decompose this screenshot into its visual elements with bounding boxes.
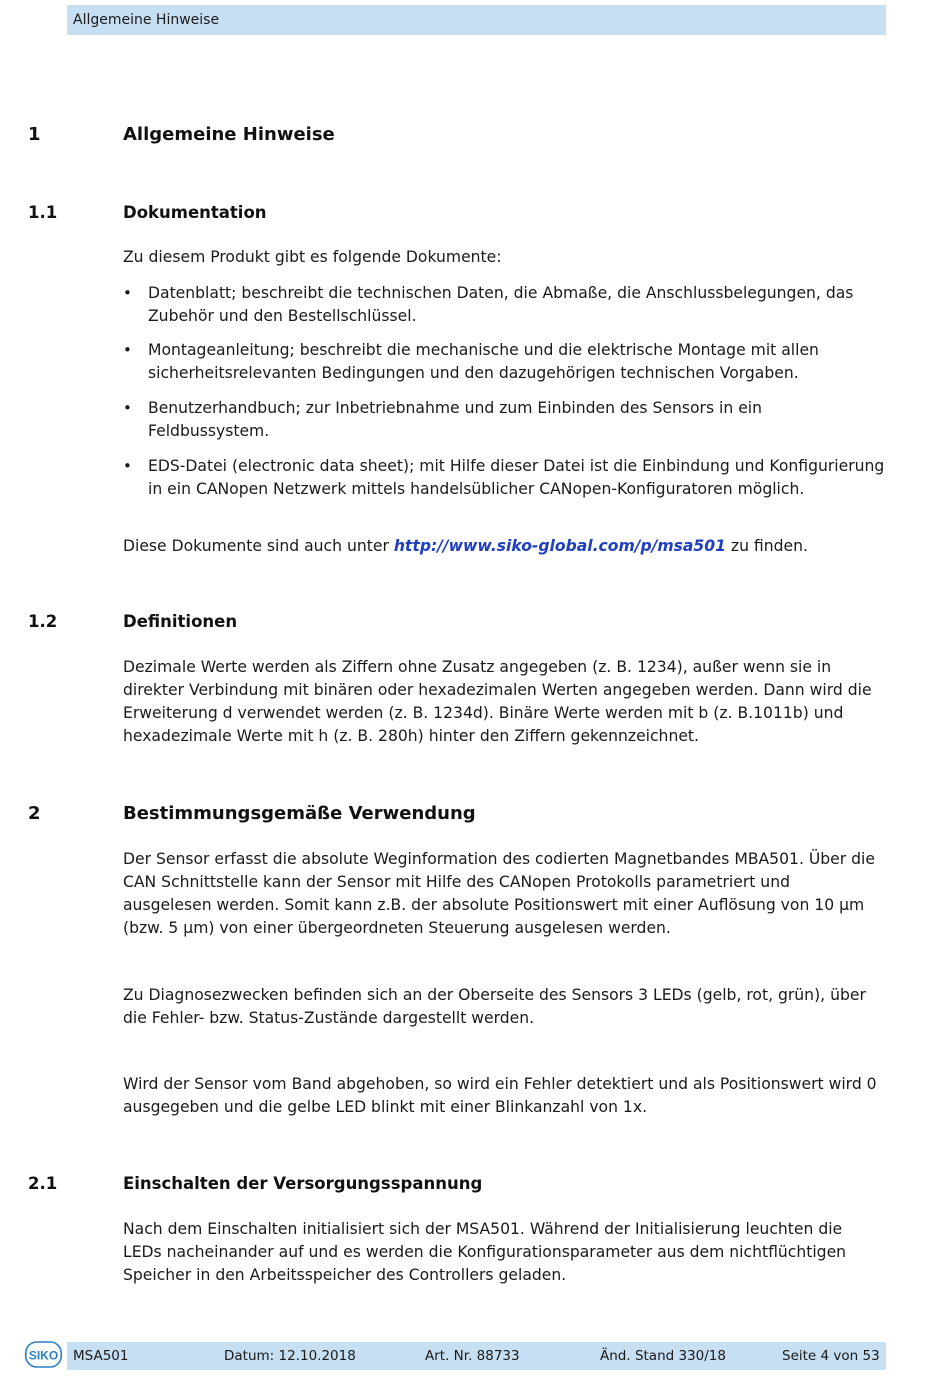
power-on-text: Nach dem Einschalten initialisiert sich der MSA501. Während der Initialisierung leuchten die LEDs nacheinander auf und es werden die Konfigurationsparameter aus dem nichtflüchtigen Speicher in den Arbeitsspeicher des Controllers geladen. — [123, 1220, 847, 1284]
documents-link-paragraph — [123, 535, 883, 558]
bullet-icon: • — [123, 399, 132, 417]
link-suffix: zu finden. — [725, 537, 808, 555]
definitions-text: Dezimale Werte werden als Ziffern ohne Zusatz angegeben (z. B. 1234), außer wenn sie in direkter Verbindung mit binären oder hexadezimalen Werten angegeben werden. Dann wird die Erweiterung d verwendet werden (z. B. 1234d). Binäre Werte werden mit b (z. B.1011b) und hexadezimale Werte mit h (z. B. 280h) hinter den Ziffern gekennzeichnet. — [123, 658, 872, 745]
bullet-icon: • — [123, 284, 132, 302]
logo-text: SIKO — [28, 1348, 59, 1363]
documents-link[interactable]: http://www.siko-global.com/p/msa501 — [393, 537, 726, 555]
link-prefix: Diese Dokumente sind auch unter — [123, 537, 394, 555]
page-footer — [67, 1342, 886, 1370]
section-1-1-title: Dokumentation — [123, 203, 267, 222]
documentation-intro: Zu diesem Produkt gibt es folgende Dokumente: — [123, 248, 502, 266]
section-1-2-title: Definitionen — [123, 612, 238, 631]
section-2-1-number: 2.1 — [28, 1174, 58, 1193]
usage-paragraph-2: Zu Diagnosezwecken befinden sich an der Oberseite des Sensors 3 LEDs (gelb, rot, grün), über die Fehler- bzw. Status-Zustände dargestellt werden. — [123, 986, 866, 1027]
footer-revision: Änd. Stand 330/18 — [600, 1348, 726, 1364]
siko-logo-icon — [25, 1340, 62, 1369]
bullet-icon: • — [123, 457, 132, 475]
section-1-title: Allgemeine Hinweise — [123, 124, 335, 145]
list-item-text: EDS-Datei (electronic data sheet); mit Hilfe dieser Datei ist die Einbindung und Konfigurierung in ein CANopen Netzwerk mittels handelsüblicher CANopen-Konfiguratoren möglich. — [148, 457, 885, 498]
header-title: Allgemeine Hinweise — [73, 12, 220, 28]
section-2-title: Bestimmungsgemäße Verwendung — [123, 803, 476, 824]
list-item-text: Montageanleitung; beschreibt die mechanische und die elektrische Montage mit allen sicherheitsrelevanten Bedingungen und den dazugehörigen technischen Vorgaben. — [148, 341, 819, 382]
footer-product: MSA501 — [73, 1348, 129, 1364]
list-item-text: Datenblatt; beschreibt die technischen Daten, die Abmaße, die Anschlussbelegungen, das Zubehör und den Bestellschlüssel. — [148, 284, 854, 325]
usage-paragraph-1: Der Sensor erfasst die absolute Weginformation des codierten Magnetbandes MBA501. Über die CAN Schnittstelle kann der Sensor mit Hilfe des CANopen Protokolls parametriert und ausgelesen werden. Somit kann z.B. der absolute Positionswert mit einer Auflösung von 10 µm (bzw. 5 µm) von einer übergeordneten Steuerung ausgelesen werden. — [123, 850, 875, 937]
section-1-2-number: 1.2 — [28, 612, 58, 631]
footer-page-number: Seite 4 von 53 — [782, 1348, 880, 1364]
section-2-1-title: Einschalten der Versorgungsspannung — [123, 1174, 483, 1193]
usage-paragraph-3: Wird der Sensor vom Band abgehoben, so wird ein Fehler detektiert und als Positionswert wird 0 ausgegeben und die gelbe LED blinkt mit einer Blinkanzahl von 1x. — [123, 1075, 877, 1116]
section-1-1-number: 1.1 — [28, 203, 58, 222]
section-2-number: 2 — [28, 803, 41, 824]
footer-date: Datum: 12.10.2018 — [224, 1348, 356, 1364]
footer-article: Art. Nr. 88733 — [425, 1348, 520, 1364]
list-item-text: Benutzerhandbuch; zur Inbetriebnahme und zum Einbinden des Sensors in ein Feldbussystem. — [148, 399, 763, 440]
page-header — [67, 5, 886, 35]
bullet-icon: • — [123, 341, 132, 359]
section-1-number: 1 — [28, 124, 41, 145]
